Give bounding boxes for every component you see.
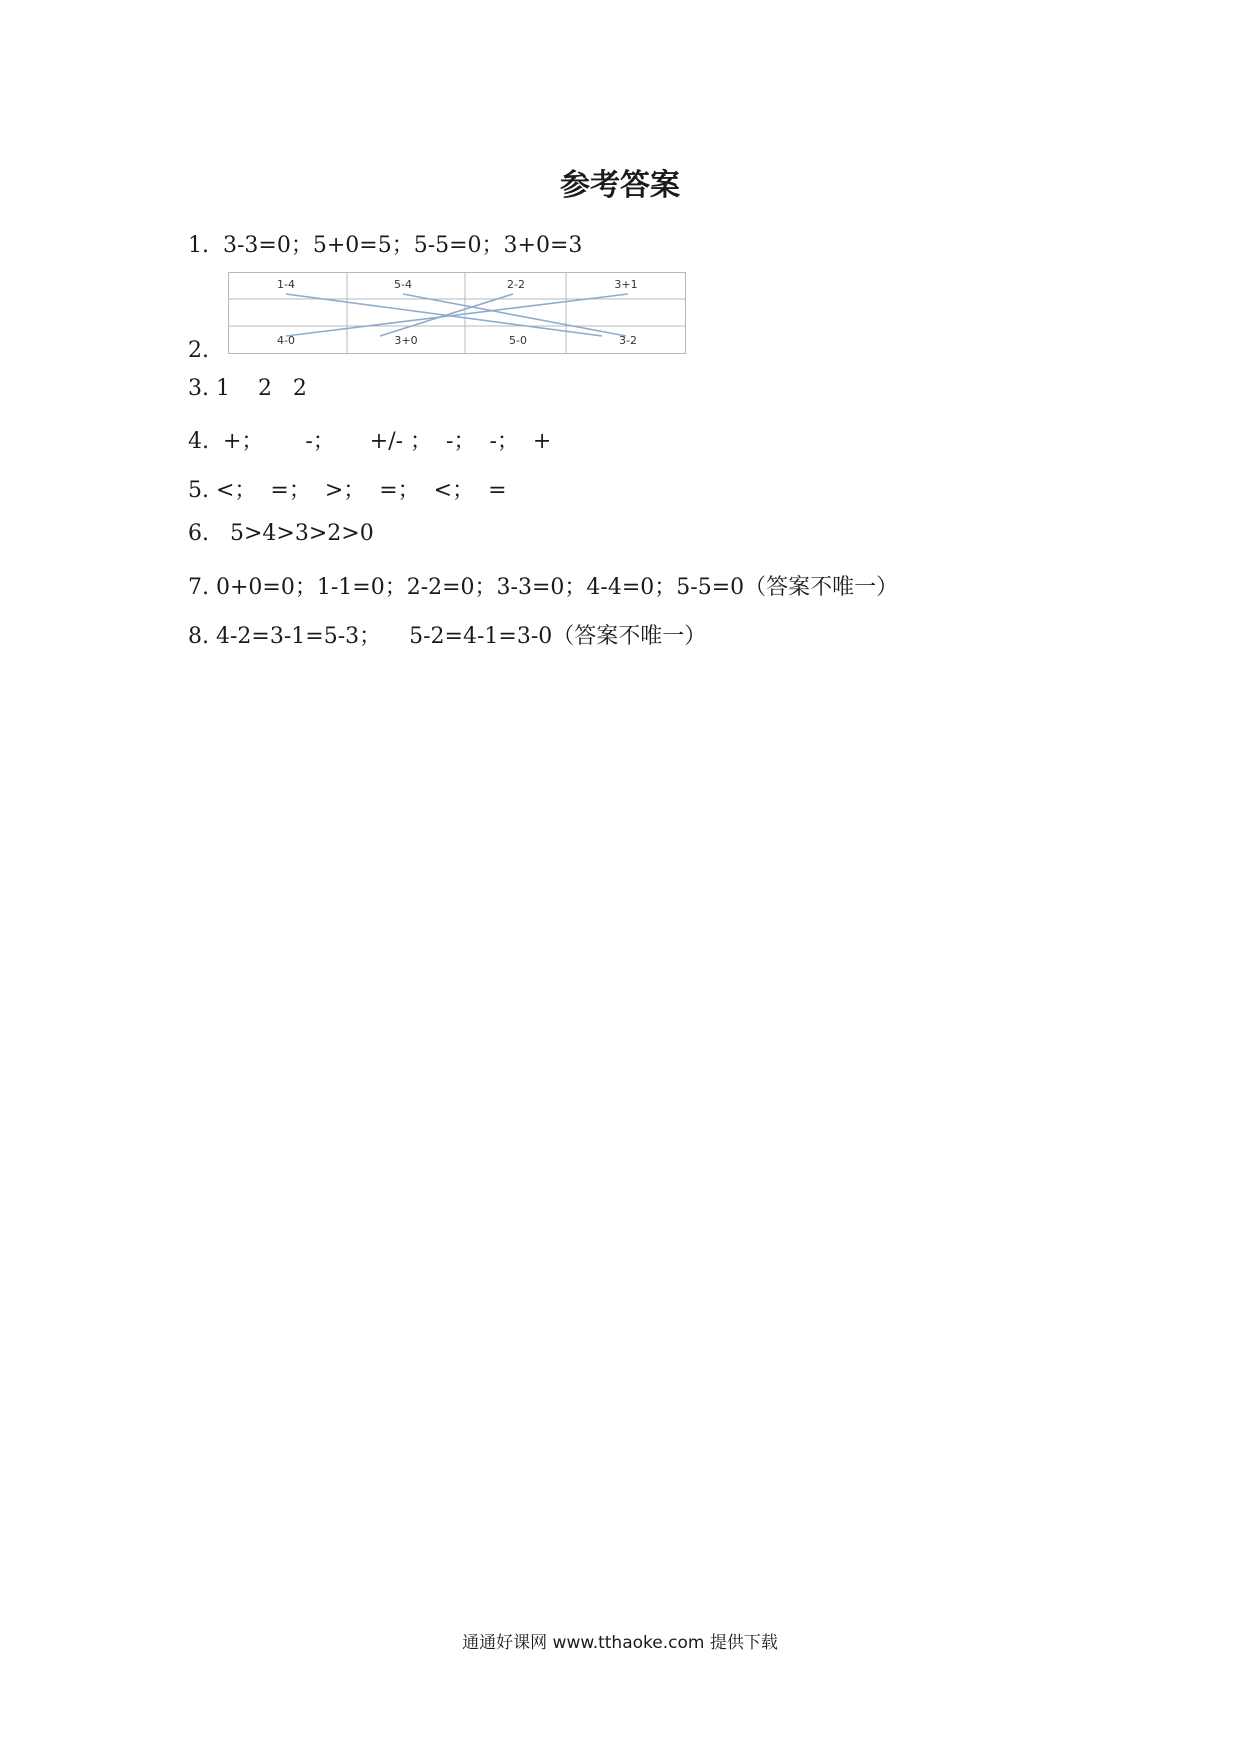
answer-1: 1. 3-3=0；5+0=5；5-5=0；3+0=3	[188, 233, 583, 258]
match-top-label: 2-2	[507, 278, 525, 291]
match-bottom-label: 3+0	[394, 334, 418, 347]
match-top-label: 1-4	[277, 278, 295, 291]
matching-lines	[286, 294, 628, 336]
match-bottom-label: 4-0	[277, 334, 295, 347]
match-line	[403, 294, 626, 336]
answer-4: 4. +； -； +/- ； -； -； +	[188, 429, 552, 454]
answer-7: 7. 0+0=0；1-1=0；2-2=0；3-3=0；4-4=0；5-5=0（答案不唯一）	[188, 575, 899, 600]
match-top-label: 3+1	[614, 278, 638, 291]
answer-6: 6. 5>4>3>2>0	[188, 521, 374, 546]
match-line	[380, 294, 513, 336]
match-bottom-label: 5-0	[509, 334, 527, 347]
answer-5: 5. <； =； >； =； <； =	[188, 478, 507, 503]
match-bottom-label: 3-2	[619, 334, 637, 347]
footer-text: 通通好课网 www.tthaoke.com 提供下载	[462, 1633, 778, 1653]
answer-3: 3. 1 2 2	[188, 376, 307, 401]
answer-8: 8. 4-2=3-1=5-3； 5-2=4-1=3-0（答案不唯一）	[188, 624, 707, 649]
answer-2-label: 2.	[188, 338, 209, 363]
page-title: 参考答案	[560, 168, 680, 203]
matching-diagram	[228, 272, 686, 354]
match-top-label: 5-4	[394, 278, 412, 291]
